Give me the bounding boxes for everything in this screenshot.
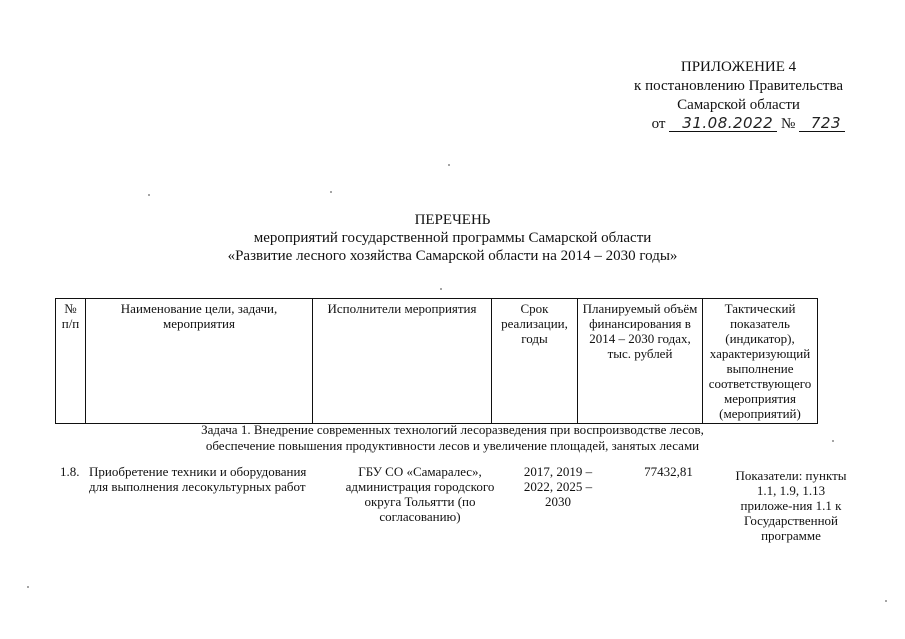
task-line-1: Задача 1. Внедрение современных технологий лесоразведения при воспроизводстве лесов,	[201, 422, 704, 437]
header-financing: Планируемый объём финансирования в 2014 – 2030 годах, тыс. рублей	[578, 299, 703, 424]
appendix-decree: к постановлению Правительства	[634, 78, 843, 94]
header-term: Срок реализации, годы	[492, 299, 578, 424]
appendix-title: ПРИЛОЖЕНИЕ 4	[680, 59, 797, 75]
header-executors: Исполнители мероприятия	[313, 299, 492, 424]
task-heading	[0, 422, 905, 454]
scan-speck	[148, 194, 150, 196]
row-executors: ГБУ СО «Самаралес», администрация городского округа Тольятти (по согласованию)	[345, 464, 495, 524]
task-line-2: обеспечение повышения продуктивности лесов и увеличение площадей, занятых лесами	[205, 438, 700, 453]
title-heading: ПЕРЕЧЕНЬ	[414, 212, 491, 228]
header-name: Наименование цели, задачи, мероприятия	[86, 299, 313, 424]
table-header	[55, 298, 818, 424]
row-indicator: Показатели: пункты 1.1, 1.9, 1.13 приложе-ния 1.1 к Государственной программе	[735, 468, 847, 543]
title-subheading: мероприятий государственной программы Самарской области	[253, 230, 652, 246]
scan-speck	[440, 288, 442, 290]
row-financing: 77432,81	[644, 464, 693, 479]
row-term: 2017, 2019 – 2022, 2025 – 2030	[523, 464, 593, 509]
appendix-block	[634, 58, 843, 134]
header-indicator: Тактический показатель (индикатор), характеризующий выполнение соответствующего мероприятия (мероприятий)	[703, 299, 818, 424]
scan-speck	[885, 600, 887, 602]
header-num: № п/п	[56, 299, 86, 424]
appendix-region: Самарской области	[677, 97, 800, 113]
scan-speck	[330, 191, 332, 193]
handwritten-date: 31.08.2022	[669, 115, 777, 132]
row-name: Приобретение техники и оборудования для выполнения лесокультурных работ	[89, 464, 307, 494]
title-program-name: «Развитие лесного хозяйства Самарской области на 2014 – 2030 годы»	[227, 248, 678, 264]
number-prefix: №	[780, 116, 796, 132]
date-prefix: от	[651, 116, 666, 132]
appendix-date-line	[634, 115, 845, 134]
scan-speck	[27, 586, 29, 588]
scan-speck	[448, 164, 450, 166]
handwritten-number: 723	[799, 115, 845, 132]
document-title	[0, 211, 905, 265]
row-num: 1.8.	[60, 464, 80, 479]
scan-speck	[832, 440, 834, 442]
